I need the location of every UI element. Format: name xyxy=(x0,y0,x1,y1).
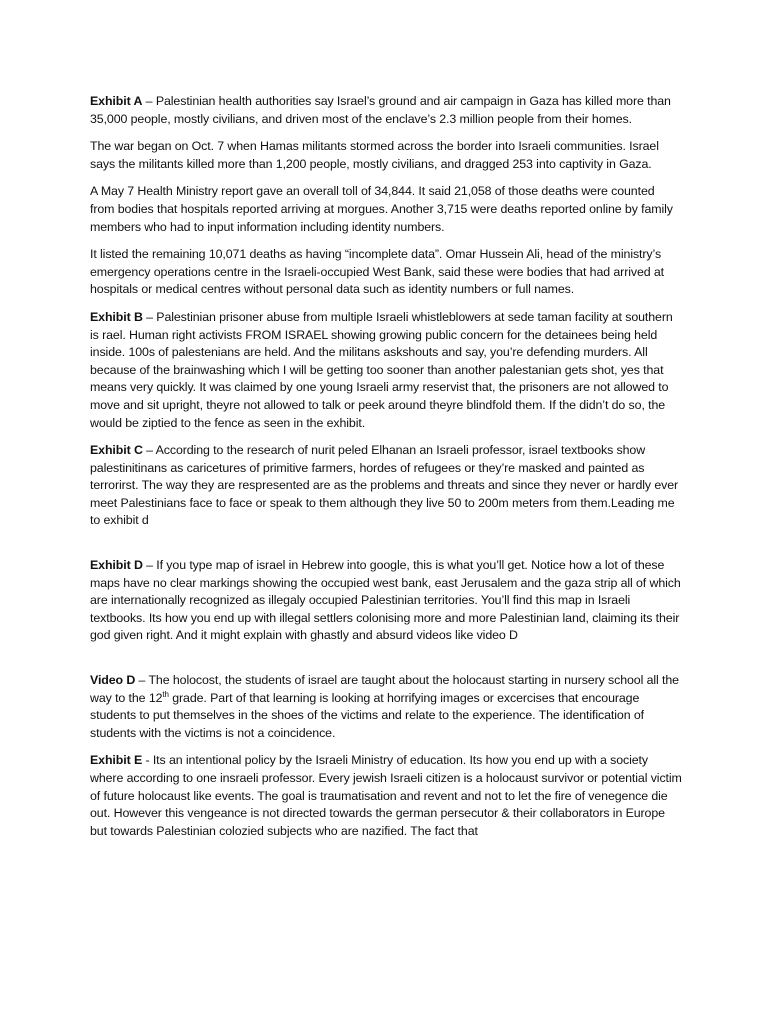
exhibit-e-text: Its an intentional policy by the Israeli Ministry of education. Its how you end up with a society where according to one insraeli professor. Every jewish Israeli citizen is a holocaust survivor or potential victim of future holocaust like events. The goal is traumatisation and revent and not to let the fire of venegence die out. However this vengeance is not directed towards the german persecutor & their collaborators in Europe but towards Palestinian colozied subjects who are nazified. The fact that xyxy=(90,753,682,838)
exhibit-b-text: Palestinian prisoner abuse from multiple Israeli whistleblowers at sede taman facility at southern is rael. Human right activists FROM ISRAEL showing growing public concern for the detainees being held inside. 100s of palestenians are held. And the militans askshouts and say, you’re defending murders. All because of the brainwashing which I will be getting too sooner than another palestanian gets shot, yes that means very quickly. It was claimed by one young Israeli army reservist that, the prisoners are not allowed to move and sit upright, theyre not allowed to talk or peek around theyre blindfold them. If the didn’t do so, the would be ziptied to the fence as seen in the exhibit. xyxy=(90,309,673,430)
exhibit-c-label: Exhibit C xyxy=(90,443,143,458)
paragraph-exhibit-b: Exhibit B – Palestinian prisoner abuse from multiple Israeli whistleblowers at sede taman facility at southern is rael. Human right activists FROM ISRAEL showing growing public concern for the detainees being held inside. 100s of palestenians are held. And the militans askshouts and say, you’re defending murders. All because of the brainwashing which I will be getting too sooner than another palestanian gets shot, yes that means very quickly. It was claimed by one young Israeli army reservist that, the prisoners are not allowed to move and sit upright, theyre not allowed to talk or peek around theyre blindfold them. If the didn’t do so, the would be ziptied to the fence as seen in the exhibit. xyxy=(90,309,673,430)
paragraph-exhibit-d: Exhibit D – If you type map of israel in Hebrew into google, this is what you’ll get. Notice how a lot of these maps have no clear markings showing the occupied west bank, east Jerusalem and the gaza strip all of which are internationally recognized as illegaly occupied Palestinian territories. You’ll find this map in Israeli textbooks. Its how you end up with illegal settlers colonising more and more Palestinian land, claiming its their god given right. And it might explain with ghastly and absurd videos like video D xyxy=(90,558,681,643)
paragraph-exhibit-a: Exhibit A – Palestinian health authorities say Israel’s ground and air campaign in Gaza has killed more than 35,000 people, mostly civilians, and driven most of the enclave’s 2.3 million people from their homes. xyxy=(90,94,671,126)
paragraph-video-d: Video D – The holocost, the students of israel are taught about the holocaust starting in nursery school all the way to the 12th grade. Part of that learning is looking at horrifying images or excercises that encourage students to put themselves in the shoes of the victims and relate to the experience. The identification of students with the victims is not a coincidence. xyxy=(90,673,679,740)
paragraph-war-began: The war began on Oct. 7 when Hamas militants stormed across the border into Israeli communities. Israel says the militants killed more than 1,200 people, mostly civilians, and dragged 253 into captivity in Gaza. xyxy=(90,139,659,171)
superscript-th: th xyxy=(162,689,169,699)
exhibit-e-label: Exhibit E xyxy=(90,753,143,768)
paragraph-exhibit-e: Exhibit E - Its an intentional policy by the Israeli Ministry of education. Its how you end up with a society where according to one insraeli professor. Every jewish Israeli citizen is a holocaust survivor or potential victim of future holocaust like events. The goal is traumatisation and revent and not to let the fire of venegence die out. However this vengeance is not directed towards the german persecutor & their collaborators in Europe but towards Palestinian colozied subjects who are nazified. The fact that xyxy=(90,753,682,838)
video-d-text: The holocost, the students of israel are taught about the holocaust starting in nursery school all the way to the 12 xyxy=(90,673,679,705)
paragraph-exhibit-c: Exhibit C – According to the research of nurit peled Elhanan an Israeli professor, israel textbooks show palestinitinans as caricetures of primitive farmers, hordes of refugees or they’re masked and painted as terrorirst. The way they are respresented are as the problems and threats and since they never or hardly ever meet Palestinians face to face or speak to them although they live 50 to 200m meters from them.Leading me to exhibit d xyxy=(90,443,679,528)
exhibit-d-label: Exhibit D xyxy=(90,558,143,573)
blank-line xyxy=(90,540,682,557)
exhibit-d-text: If you type map of israel in Hebrew into google, this is what you’ll get. Notice how a lot of these maps have no clear markings showing the occupied west bank, east Jerusalem and the gaza strip all of which are internationally recognized as illegaly occupied Palestinian territories. You’ll find this map in Israeli textbooks. Its how you end up with illegal settlers colonising more and more Palestinian land, claiming its their god given right. And it might explain with ghastly and absurd videos like video D xyxy=(90,558,681,643)
paragraph-incomplete-data: It listed the remaining 10,071 deaths as having “incomplete data”. Omar Hussein Ali, head of the ministry’s emergency operations centre in the Israeli-occupied West Bank, said these were bodies that had arrived at hospitals or medical centres without personal data such as identity numbers or full names. xyxy=(90,247,665,297)
exhibit-a-label: Exhibit A xyxy=(90,94,143,108)
exhibit-c-text: According to the research of nurit peled Elhanan an Israeli professor, israel textbooks show palestinitinans as caricetures of primitive farmers, hordes of refugees or they’re masked and painted as terrorirst. The way they are respresented are as the problems and threats and since they never or hardly ever meet Palestinians face to face or speak to them although they live 50 to 200m meters from them.Leading me to exhibit d xyxy=(90,443,679,528)
blank-line xyxy=(90,655,682,672)
exhibit-b-label: Exhibit B xyxy=(90,309,143,324)
exhibit-a-text: Palestinian health authorities say Israel’s ground and air campaign in Gaza has killed more than 35,000 people, mostly civilians, and driven most of the enclave’s 2.3 million people from their homes. xyxy=(90,94,671,126)
video-d-label: Video D xyxy=(90,673,136,688)
paragraph-health-ministry: A May 7 Health Ministry report gave an overall toll of 34,844. It said 21,058 of those deaths were counted from bodies that hospitals reported arriving at morgues. Another 3,715 were deaths reported online by family members who had to input information including identity numbers. xyxy=(90,184,673,234)
